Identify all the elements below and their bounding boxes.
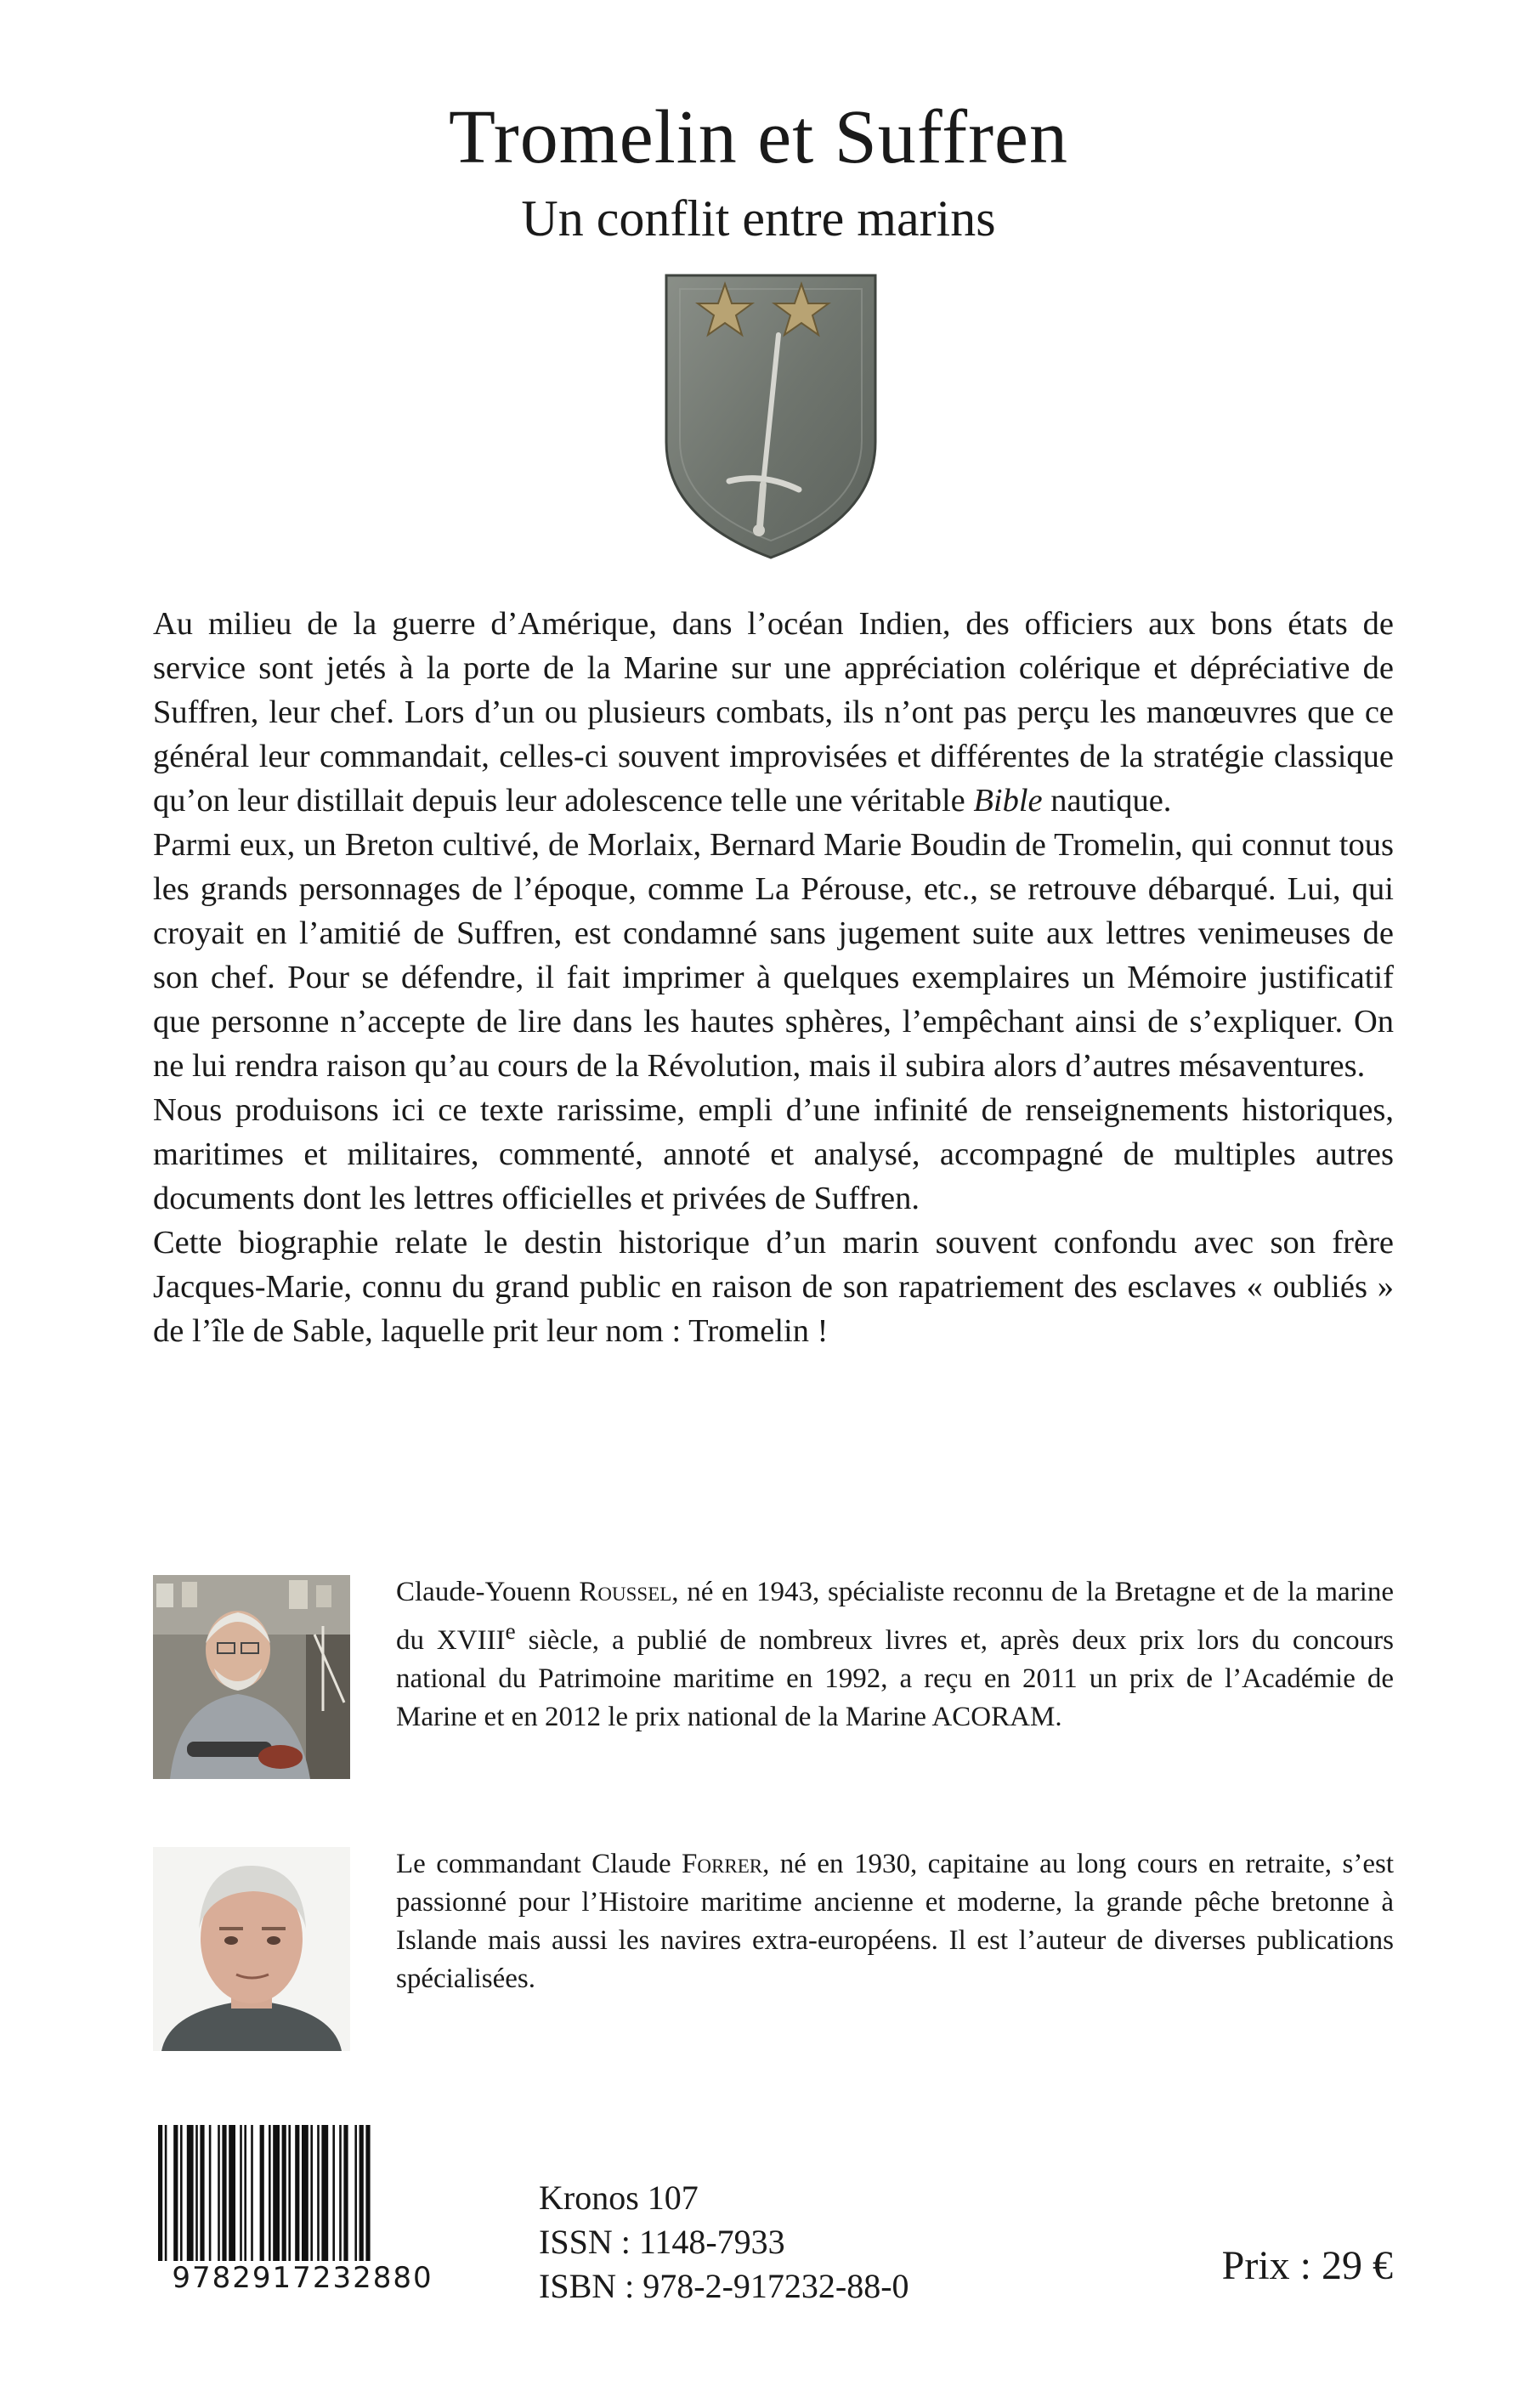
author-photo-forrer — [153, 1847, 350, 2051]
author-block-roussel — [153, 1575, 1394, 1779]
book-subtitle: Un conflit entre marins — [521, 190, 996, 246]
author-surname: Roussel — [579, 1577, 672, 1607]
blurb-paragraph: Cette biographie relate le destin historique d’un marin souvent confondu avec son frère Jacques-Marie, connu du grand public en raison de son rapatriement des esclaves « oubliés » de l’île de Sable, laquelle prit leur nom : Tromelin ! — [153, 1225, 1394, 1349]
blurb-paragraph: Au milieu de la guerre d’Amérique, dans l’océan Indien, des officiers aux bons états de service sont jetés à la porte de la Marine sur une appréciation colérique et dépréciative de Suffren, leur chef. Lors d’un ou plusieurs combats, ils n’ont pas perçu les manœuvres que ce général leur commandait, celles-ci souvent improvisées et différentes de la stratégie classique qu’on leur distillait depuis leur adolescence telle une véritable Bible nautique. — [153, 606, 1394, 819]
barcode-digits: 9782917232880 — [153, 2261, 452, 2295]
author-bio-forrer: Le commandant Claude Forrer, né en 1930, capitaine au long cours en retraite, s’est passionné pour l’Histoire maritime ancienne et moderne, la grande pêche bretonne à Islande mais aussi les navires extra-européens. Il est l’auteur de diverses publications spécialisées. — [396, 1849, 1394, 1994]
price: Prix : 29 € — [1221, 2243, 1393, 2288]
isbn: ISBN : 978-2-917232-88-0 — [539, 2267, 909, 2305]
author-photo-roussel — [153, 1575, 350, 1779]
back-cover-blurb — [153, 602, 1394, 1353]
book-title: Tromelin et Suffren — [449, 95, 1068, 179]
blurb-paragraph: Nous produisons ici ce texte rarissime, empli d’une infinité de renseignements historiques, maritimes et militaires, commenté, annoté et analysé, accompagné de multiples autres documents dont les lettres officielles et privées de Suffren. — [153, 1092, 1394, 1216]
italic-term: Bible — [973, 783, 1043, 819]
author-surname: Forrer — [682, 1849, 763, 1879]
series-number: Kronos 107 — [539, 2179, 699, 2217]
blurb-paragraph: Parmi eux, un Breton cultivé, de Morlaix, Bernard Marie Boudin de Tromelin, qui connut tous les grands personnages de l’époque, comme La Pérouse, etc., se retrouve débarqué. Lui, qui croyait en l’amitié de Suffren, est condamné sans jugement suite aux lettres venimeuses de son chef. Pour se défendre, il fait imprimer à quelques exemplaires un Mémoire justificatif que personne n’accepte de lire dans les hautes sphères, l’empêchant ainsi de s’expliquer. On ne lui rendra raison qu’au cours de la Révolution, mais il subira alors d’autres mésaventures. — [153, 827, 1394, 1084]
coat-of-arms-shield — [663, 272, 879, 561]
colophon — [539, 2176, 909, 2309]
author-bio-roussel: Claude-Youenn Roussel, né en 1943, spécialiste reconnu de la Bretagne et de la marine du XVIIIe siècle, a publié de nombreux livres et, après deux prix lors du concours national du Patrimoine maritime en 1992, a reçu en 2011 un prix de l’Académie de Marine et en 2012 le prix national de la Marine ACORAM. — [396, 1577, 1395, 1732]
issn: ISSN : 1148-7933 — [539, 2223, 785, 2261]
author-block-forrer — [153, 1847, 1394, 2051]
